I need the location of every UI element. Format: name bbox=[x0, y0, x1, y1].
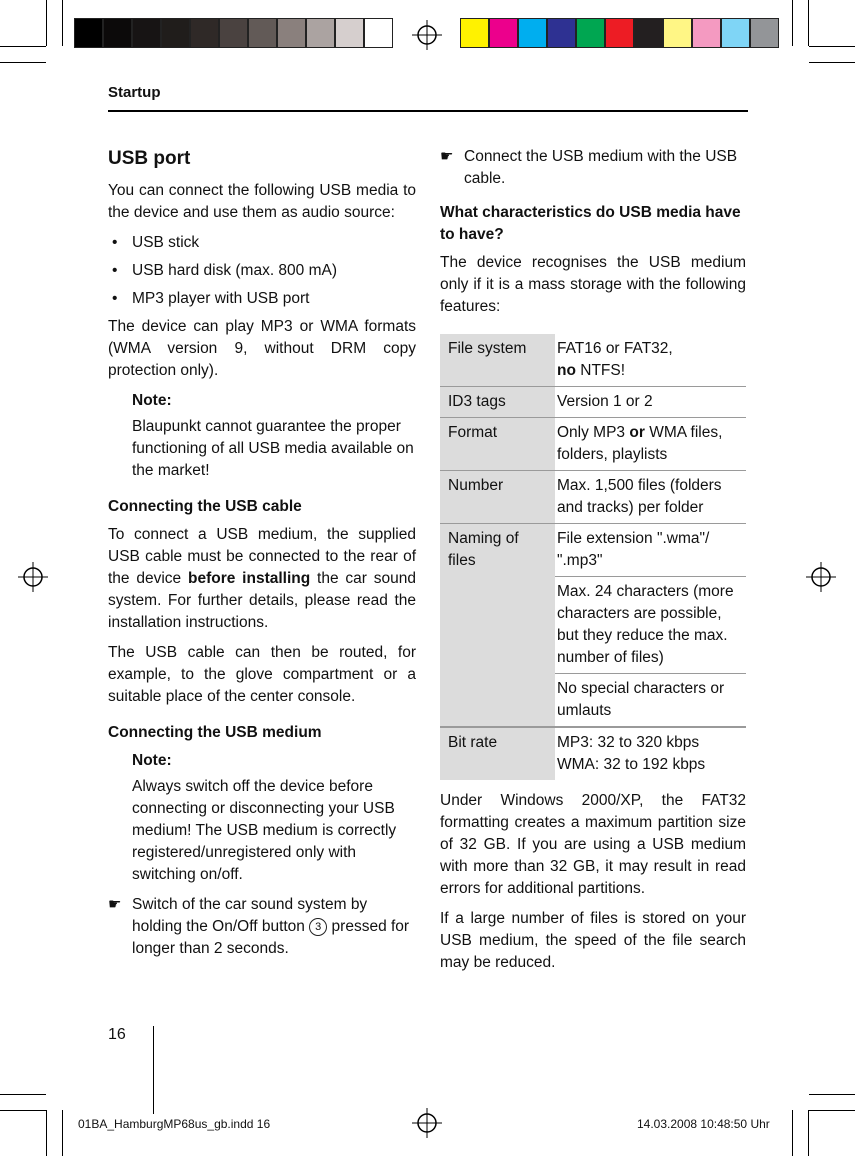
color-swatch bbox=[547, 18, 576, 48]
color-swatch bbox=[721, 18, 750, 48]
color-swatch bbox=[219, 18, 248, 48]
color-swatch bbox=[248, 18, 277, 48]
color-swatch bbox=[605, 18, 634, 48]
process-color-bar bbox=[460, 18, 779, 48]
color-swatch bbox=[190, 18, 219, 48]
cable-paragraph bbox=[108, 524, 416, 634]
cable-text-end: the car sound system. For further details, please read the installation instructions. bbox=[108, 570, 416, 631]
row-label: Format bbox=[440, 418, 555, 470]
table-row bbox=[440, 334, 746, 387]
timestamp: 14.03.2008 10:48:50 Uhr bbox=[637, 1117, 770, 1131]
color-swatch bbox=[103, 18, 132, 48]
value-text-end: WMA files, folders, playlists bbox=[557, 424, 723, 463]
section-title: USB port bbox=[108, 148, 191, 169]
table-row bbox=[440, 471, 746, 524]
right-column bbox=[440, 146, 746, 326]
color-swatch bbox=[364, 18, 393, 48]
color-swatch bbox=[161, 18, 190, 48]
value-line: MP3: 32 to 320 kbps bbox=[557, 734, 700, 751]
large-files-paragraph: If a large number of files is stored on your USB medium, the speed of the file search may be reduced. bbox=[440, 910, 746, 971]
cable-heading: Connecting the USB cable bbox=[108, 498, 302, 515]
row-label: Naming of files bbox=[440, 524, 555, 726]
table-row bbox=[440, 418, 746, 471]
value-line: File extension ".wma"/ ".mp3" bbox=[555, 524, 746, 577]
color-swatch bbox=[518, 18, 547, 48]
row-value bbox=[555, 728, 746, 780]
value-text: NTFS! bbox=[580, 362, 626, 379]
characteristics-paragraph: The device recognises the USB medium only if it is a mass storage with the following features: bbox=[440, 254, 746, 315]
instruction-step bbox=[440, 146, 746, 190]
registration-mark-left bbox=[18, 562, 48, 592]
left-column bbox=[108, 146, 416, 968]
step-text-end: pressed for longer than 2 seconds. bbox=[132, 918, 410, 957]
table-row bbox=[440, 387, 746, 418]
table-row bbox=[440, 727, 746, 780]
button-number-badge: 3 bbox=[309, 918, 327, 936]
grayscale-color-bar bbox=[74, 18, 393, 48]
step-text: Connect the USB medium with the USB cable. bbox=[464, 148, 738, 187]
cable-emphasis: before installing bbox=[188, 570, 311, 587]
list-item: • USB hard disk (max. 800 mA) bbox=[108, 260, 416, 282]
list-item: • MP3 player with USB port bbox=[108, 288, 416, 310]
row-value bbox=[555, 334, 746, 386]
note-label: Note: bbox=[132, 752, 172, 769]
color-swatch bbox=[489, 18, 518, 48]
value-line: FAT16 or FAT32, bbox=[557, 340, 673, 357]
value-emphasis: or bbox=[629, 424, 645, 441]
note-text: Blaupunkt cannot guarantee the proper functioning of all USB media available on the market! bbox=[132, 418, 414, 479]
formats-paragraph: The device can play MP3 or WMA formats (WMA version 9, without DRM copy protection only). bbox=[108, 318, 416, 379]
row-value: Version 1 or 2 bbox=[557, 393, 653, 410]
characteristics-heading: What characteristics do USB media have to have? bbox=[440, 204, 741, 243]
color-swatch bbox=[335, 18, 364, 48]
row-label: Number bbox=[440, 471, 555, 523]
color-swatch bbox=[576, 18, 605, 48]
row-value bbox=[555, 524, 746, 726]
color-swatch bbox=[692, 18, 721, 48]
intro-paragraph: You can connect the following USB media to the device and use them as audio source: bbox=[108, 182, 416, 221]
usb-media-list bbox=[108, 232, 416, 310]
registration-mark-right bbox=[806, 562, 836, 592]
value-text: Only MP3 bbox=[557, 424, 626, 441]
color-swatch bbox=[634, 18, 663, 48]
windows-paragraph: Under Windows 2000/XP, the FAT32 formatting creates a maximum partition size of 32 GB. If you are using a USB medium with more than 32 GB, it may result in read errors for additional partitions. bbox=[440, 792, 746, 897]
page-number: 16 bbox=[108, 1026, 126, 1043]
instruction-step bbox=[108, 894, 416, 960]
color-swatch bbox=[306, 18, 335, 48]
value-emphasis: no bbox=[557, 362, 576, 379]
note-guarantee bbox=[132, 390, 416, 482]
file-info: 01BA_HamburgMP68us_gb.indd 16 bbox=[78, 1117, 271, 1131]
value-line: No special characters or umlauts bbox=[557, 680, 725, 719]
running-head: Startup bbox=[108, 84, 161, 101]
note-label: Note: bbox=[132, 392, 172, 409]
registration-mark-bottom bbox=[412, 1108, 442, 1138]
medium-heading: Connecting the USB medium bbox=[108, 724, 322, 741]
cable-route-paragraph: The USB cable can then be routed, for example, to the glove compartment or a suitable place of the center console. bbox=[108, 644, 416, 705]
color-swatch bbox=[663, 18, 692, 48]
pointing-hand-icon: ☛ bbox=[108, 896, 122, 913]
color-swatch bbox=[460, 18, 489, 48]
value-line: WMA: 32 to 192 kbps bbox=[557, 756, 706, 773]
table-row bbox=[440, 524, 746, 727]
step-text: Switch of the car sound system by holding the On/Off button bbox=[132, 896, 368, 935]
row-label: Bit rate bbox=[440, 728, 555, 780]
value-line bbox=[557, 360, 746, 382]
row-label: ID3 tags bbox=[440, 387, 555, 417]
color-swatch bbox=[750, 18, 779, 48]
registration-mark-top bbox=[412, 20, 442, 50]
value-line: Max. 24 characters (more characters are possible, but they reduce the max. number of files) bbox=[555, 577, 746, 674]
list-item: • USB stick bbox=[108, 232, 416, 254]
note-switch-off bbox=[132, 750, 416, 886]
row-label: File system bbox=[440, 334, 555, 386]
row-value bbox=[555, 418, 746, 470]
row-value: Max. 1,500 files (folders and tracks) per folder bbox=[557, 477, 722, 516]
cable-text: To connect a USB medium, the supplied USB cable must be connected to the rear of the device bbox=[108, 526, 416, 587]
right-column-lower bbox=[440, 790, 746, 982]
usb-requirements-table bbox=[440, 334, 746, 780]
header-rule bbox=[108, 110, 748, 112]
note-text: Always switch off the device before connecting or disconnecting your USB medium! The USB medium is correctly registered/unregistered only with switching on/off. bbox=[132, 778, 397, 883]
color-swatch bbox=[277, 18, 306, 48]
color-swatch bbox=[74, 18, 103, 48]
pointing-hand-icon: ☛ bbox=[440, 148, 454, 165]
color-swatch bbox=[132, 18, 161, 48]
